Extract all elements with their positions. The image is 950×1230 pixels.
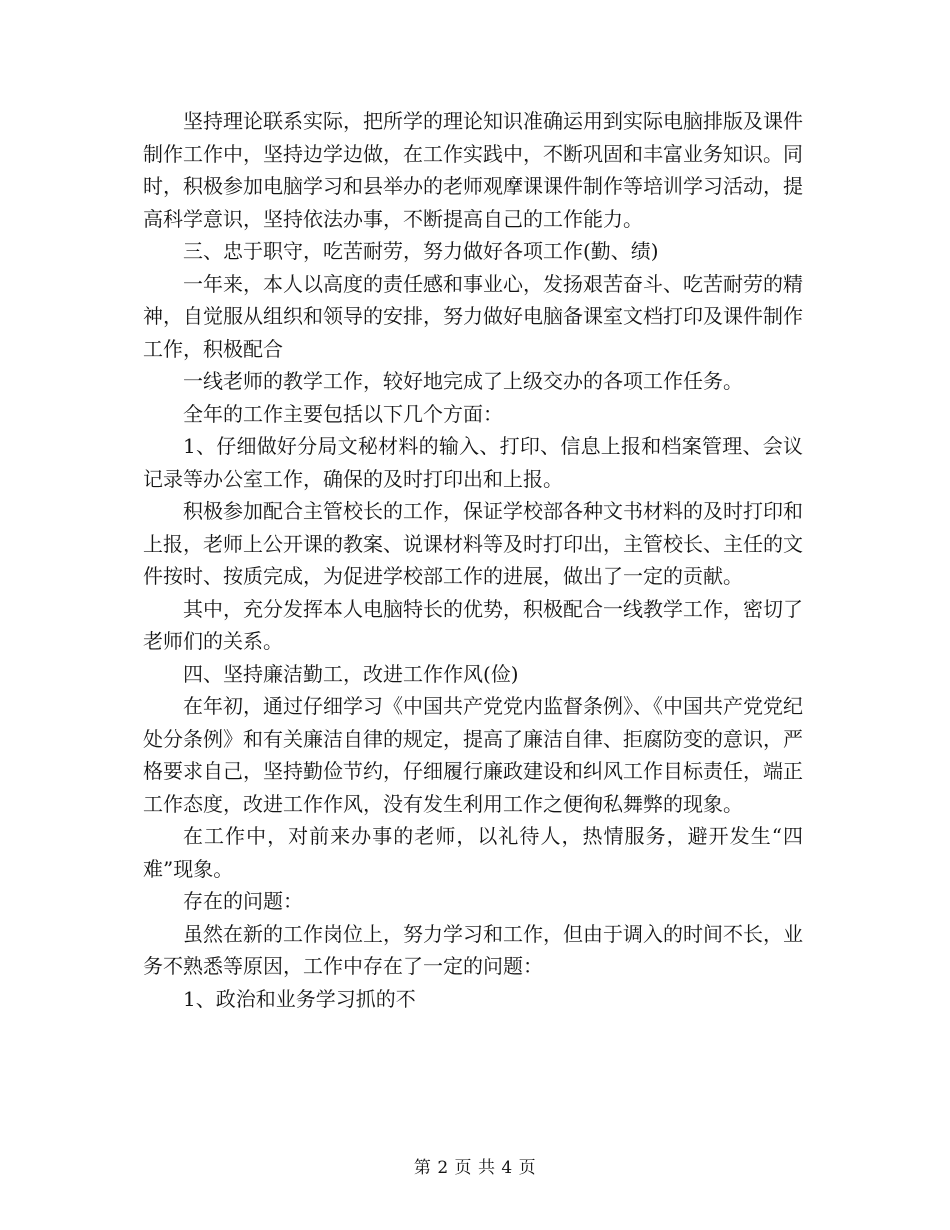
paragraph-integrity: 在年初，通过仔细学习《中国共产党党内监督条例》、《中国共产党党纪处分条例》和有关廉洁自律的规定，提高了廉洁自律、拒腐防变的意识，严格要求自己，坚持勤俭节约，仔细履行廉政建设和纠风工作目标责任，端正工作态度，改进工作作风，没有发生利用工作之便徇私舞弊的现象。 [143, 694, 803, 816]
paragraph-item-1: 1、仔细做好分局文秘材料的输入、打印、信息上报和档案管理、会议记录等办公室工作，确保的及时打印出和上报。 [143, 434, 803, 491]
page-number-footer: 第 2 页 共 4 页 [413, 1158, 537, 1178]
paragraph-teaching-support: 一线老师的教学工作，较好地完成了上级交办的各项工作任务。 [183, 369, 743, 393]
paragraph-service: 在工作中，对前来办事的老师，以礼待人，热情服务，避开发生“四难”现象。 [143, 824, 803, 881]
paragraph-work-aspects: 全年的工作主要包括以下几个方面： [183, 401, 503, 426]
paragraph-problems: 虽然在新的工作岗位上，努力学习和工作，但由于调入的时间不长，业务不熟悉等原因，工作中存在了一定的问题： [143, 921, 803, 978]
section-heading-4: 四、坚持廉洁勤工，改进工作作风(俭) [183, 661, 519, 686]
paragraph-year-summary: 一年来，本人以高度的责任感和事业心，发扬艰苦奋斗、吃苦耐劳的精神，自觉服从组织和领导的安排，努力做好电脑备课室文档打印及课件制作工作，积极配合 [143, 271, 803, 361]
paragraph-problem-item-1: 1、政治和业务学习抓的不 [183, 986, 416, 1011]
paragraph-problems-heading: 存在的问题： [183, 889, 303, 913]
paragraph-strengths: 其中，充分发挥本人电脑特长的优势，积极配合一线教学工作，密切了老师们的关系。 [143, 596, 803, 653]
document-body [143, 105, 803, 1015]
section-heading-3: 三、忠于职守，吃苦耐劳，努力做好各项工作(勤、绩) [183, 239, 659, 263]
paragraph-practice: 坚持理论联系实际，把所学的理论知识准确运用到实际电脑排版及课件制作工作中，坚持边学边做，在工作实践中，不断巩固和丰富业务知识。同时，积极参加电脑学习和县举办的老师观摩课课件制作等培训学习活动，提高科学意识，坚持依法办事，不断提高自己的工作能力。 [143, 109, 803, 231]
paragraph-cooperation: 积极参加配合主管校长的工作，保证学校部各种文书材料的及时打印和上报，老师上公开课的教案、说课材料等及时打印出，主管校长、主任的文件按时、按质完成，为促进学校部工作的进展，做出了一定的贡献。 [143, 499, 803, 588]
